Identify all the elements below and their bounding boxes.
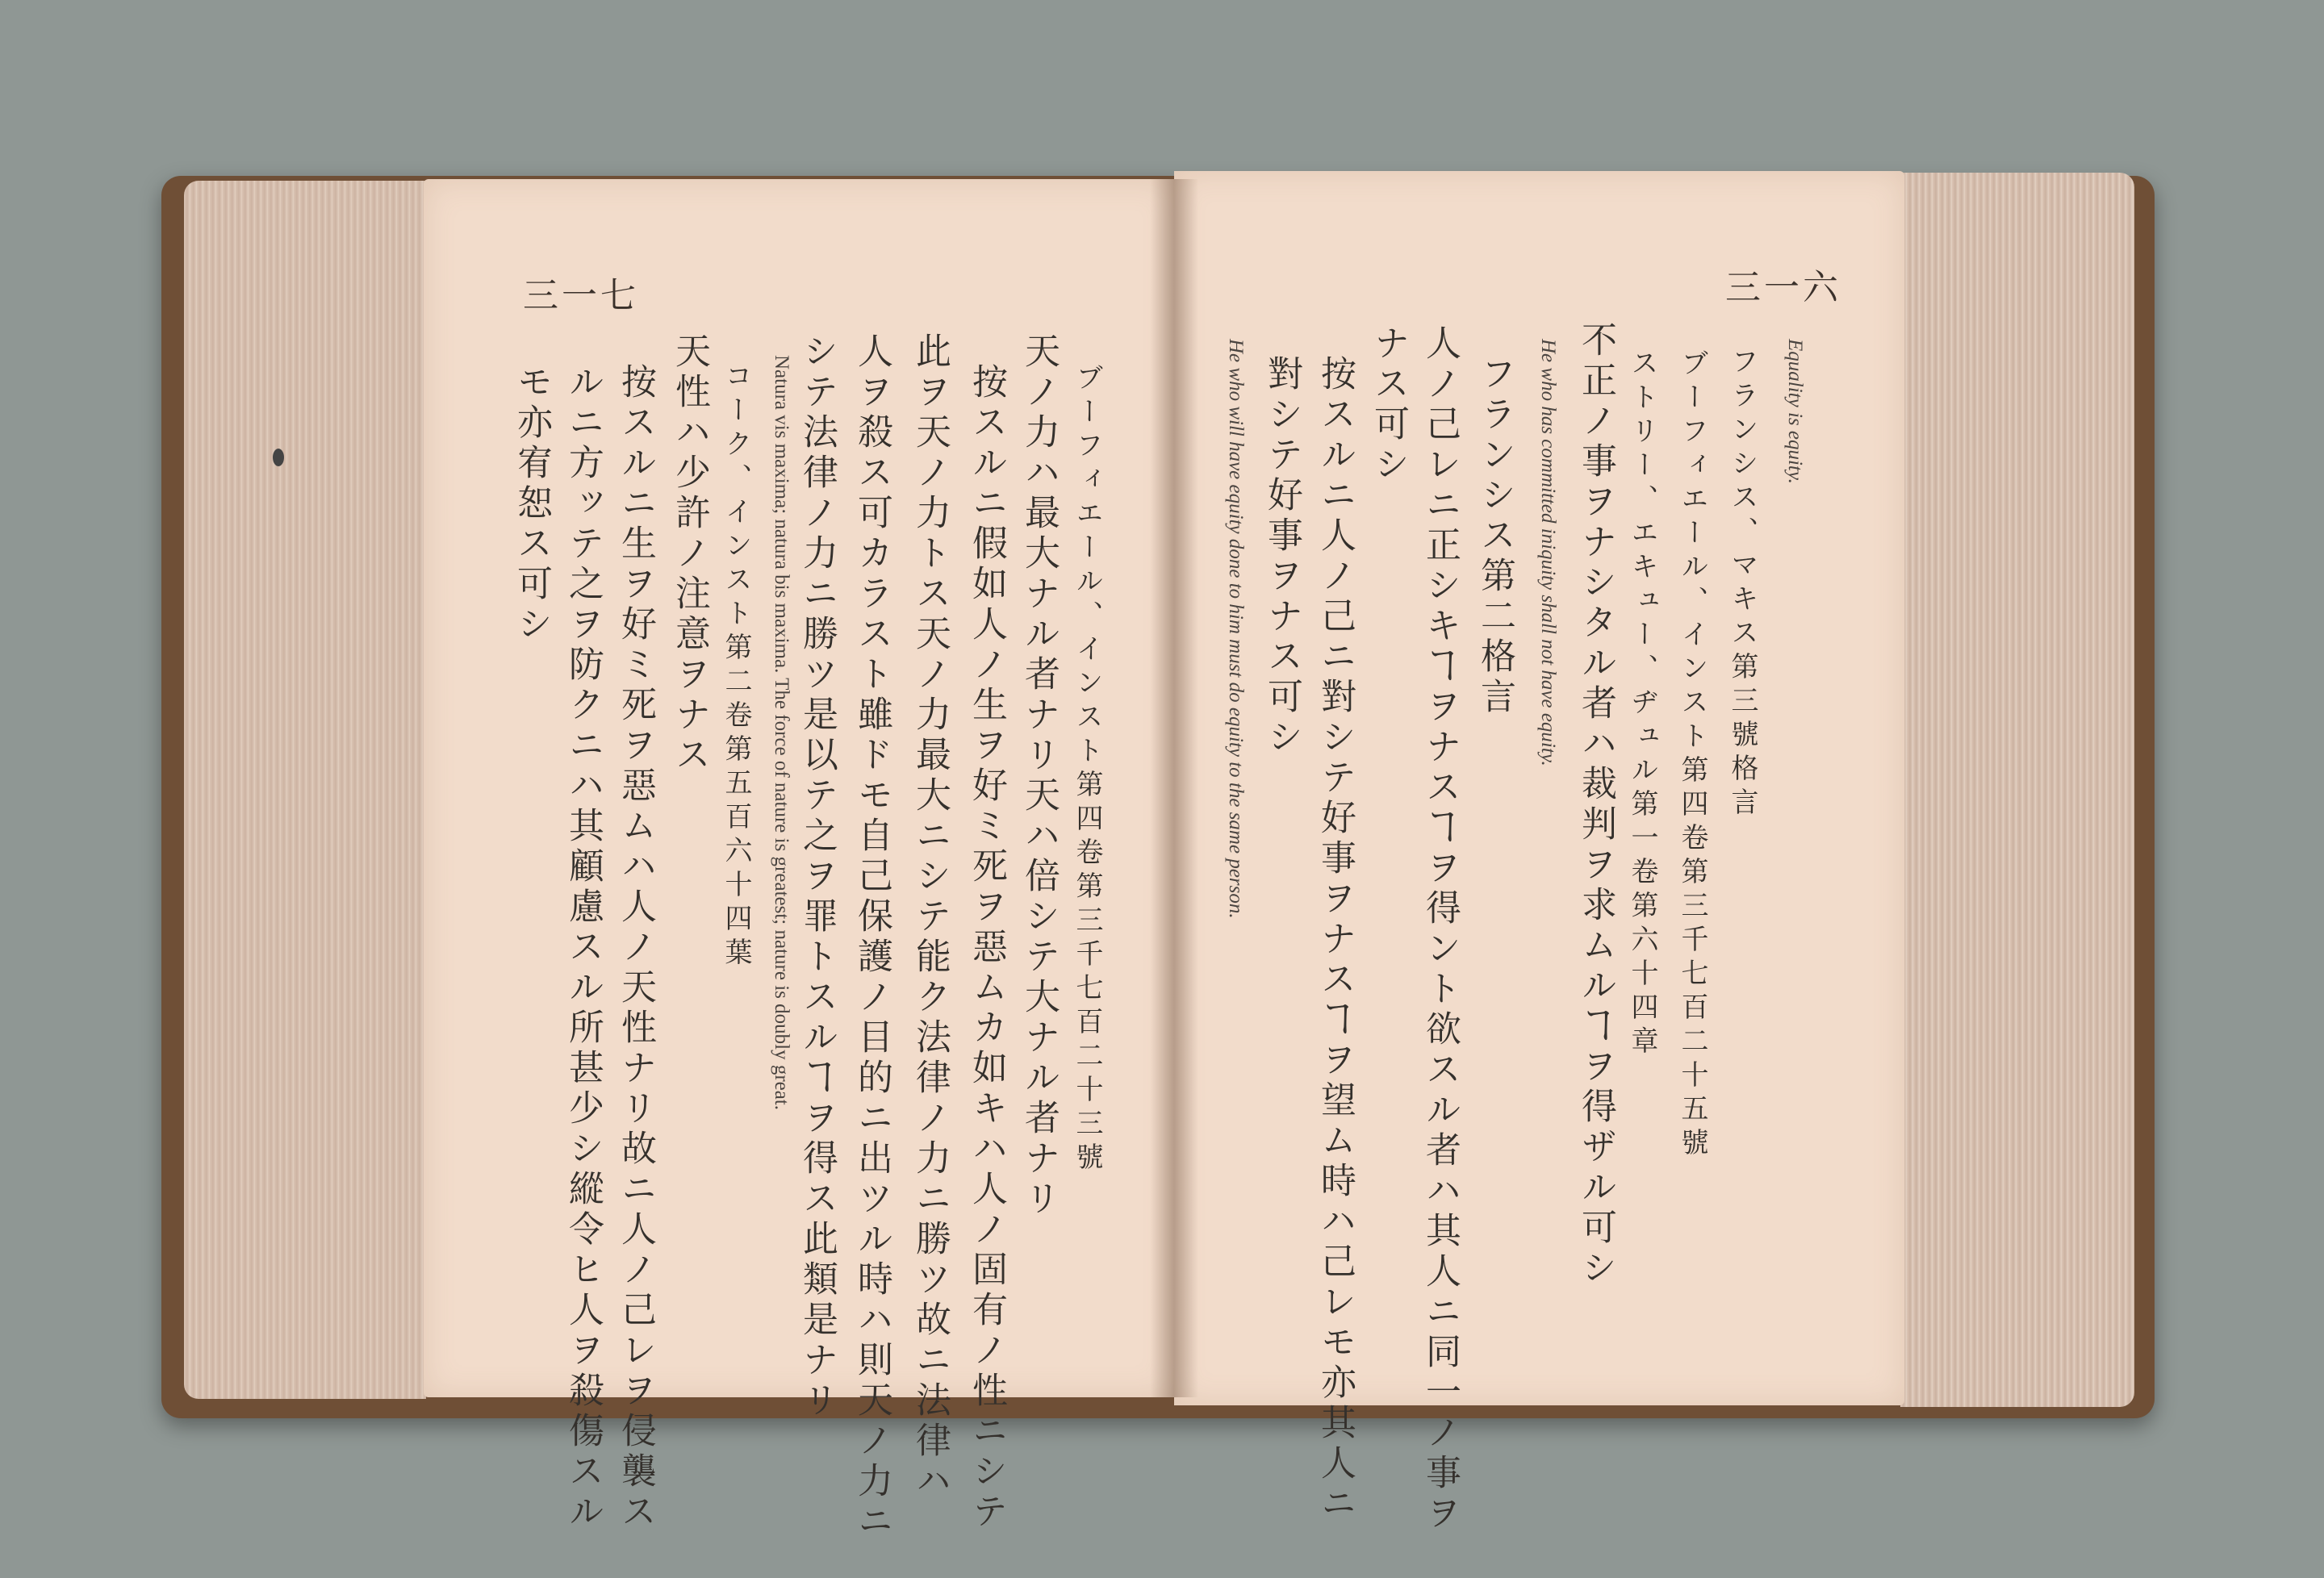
right-col-7: ナス可シ [1368,324,1409,486]
page-hole [273,449,284,466]
right-page-edges [1900,173,2134,1407]
left-col-2: 天ノ力ハ最大ナル者ナリ天ハ倍シテ大ナル者ナリ [1018,332,1060,1220]
right-col-9: 對シテ好事ヲナス可シ [1261,355,1302,758]
left-col-4: 此ヲ天ノ力トス天ノ力最大ニシテ能ク法律ノ力ニ勝ツ故ニ法律ハ [909,332,951,1502]
left-col-7: コーク、インスト第二卷第五百六十四葉 [720,361,752,971]
right-english-maxim-1: Equality is equity. [1784,339,1806,484]
left-col-1: ブーフィエール、インスト第四卷第三千七百二十三號 [1071,363,1103,1176]
right-col-5: フランシス第二格言 [1474,355,1515,718]
right-col-3: ストリー、エキュー、ヂュル第一卷第六十四章 [1626,349,1658,1060]
right-col-2: ブーフィエール、インスト第四卷第三千七百二十五號 [1676,349,1708,1162]
left-col-3: 按スルニ假如人ノ生ヲ好ミ死ヲ惡ムカ如キハ人ノ固有ノ性ニシテ [966,363,1007,1533]
left-page-number: 三一七 [523,275,639,316]
right-col-4: 不正ノ事ヲナシタル者ハ裁判ヲ求ムルヿヲ得ザル可シ [1575,321,1616,1289]
book-gutter [1150,179,1198,1397]
right-col-8: 按スルニ人ノ己ニ對シテ好事ヲナスヿヲ望ム時ハ己レモ亦其人ニ [1315,355,1356,1525]
left-col-11: モ亦宥恕ス可シ [511,363,552,645]
right-page-number: 三一六 [1725,267,1841,308]
left-col-8: 天性ハ少許ノ注意ヲナス [669,332,710,776]
left-page-edges [184,181,426,1399]
right-english-maxim-2: He who has committed iniquity shall not have equity. [1537,339,1559,766]
left-english-maxim: Natura vis maxima; natura bis maxima. The force of nature is greatest; nature is doubly great. [771,355,792,1111]
left-col-9: 按スルニ生ヲ好ミ死ヲ惡ムハ人ノ天性ナリ故ニ人ノ己レヲ侵襲ス [615,363,656,1533]
right-col-1: フランシス、マキス第三號格言 [1726,347,1758,821]
right-english-maxim-3: He who will have equity done to him must do equity to the same person. [1225,339,1247,919]
left-col-5: 人ヲ殺ス可カラスト雖ドモ自己保護ノ目的ニ出ツル時ハ則天ノ力ニ [851,332,892,1543]
left-col-6: シテ法律ノ力ニ勝ツ是以テ之ヲ罪トスルヿヲ得ス此類是ナリ [796,332,838,1421]
right-col-6: 人ノ己レニ正シキヿヲナスヿヲ得ント欲スル者ハ其人ニ同一ノ事ヲ [1419,324,1461,1534]
left-col-10: ルニ方ッテ之ヲ防クニハ其顧慮スル所甚少シ縱令ヒ人ヲ殺傷スル [562,363,604,1533]
